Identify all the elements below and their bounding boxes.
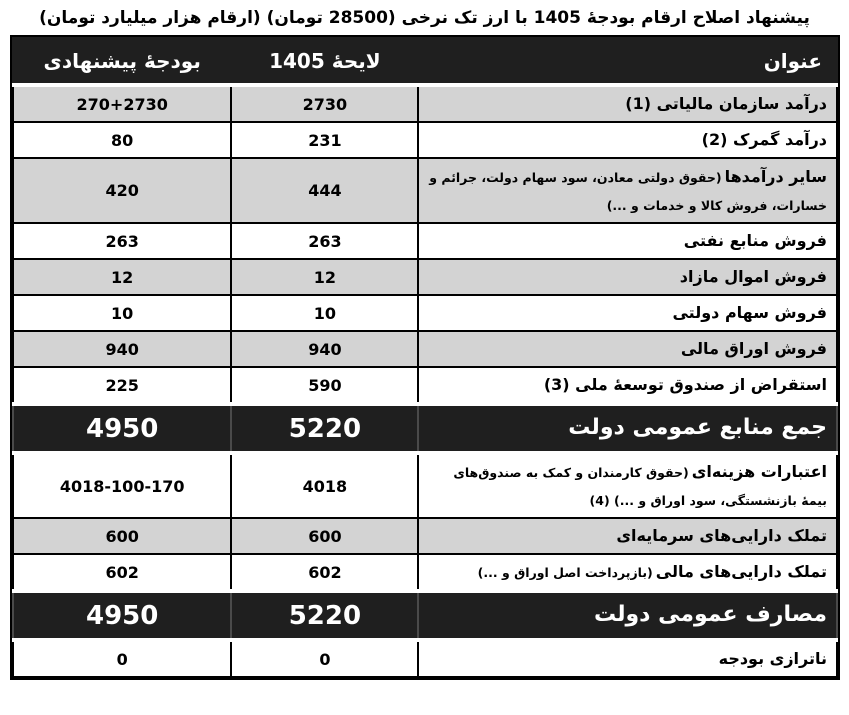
bill-value-cell: 940 xyxy=(231,331,418,367)
table-row xyxy=(13,367,837,404)
proposed-value-cell: 80 xyxy=(13,122,231,158)
bill-value-cell: 231 xyxy=(231,122,418,158)
row-title: جمع منابع عمومی دولت xyxy=(568,415,827,441)
bill-value-cell: 5220 xyxy=(231,404,418,453)
row-title-cell xyxy=(418,331,837,367)
proposed-value-cell: 940 xyxy=(13,331,231,367)
row-title: فروش منابع نفتی xyxy=(683,231,827,250)
row-title: ناترازی بودجه xyxy=(718,649,827,668)
row-title-detail: (حقوق دولتی معادن، سود سهام دولت، جرائم و خسارات، فروش کالا و خدمات و ...) xyxy=(429,169,827,213)
proposed-value-cell: 263 xyxy=(13,223,231,259)
proposed-value-cell: 0 xyxy=(13,640,231,677)
row-title-cell xyxy=(418,223,837,259)
row-title: فروش اموال مازاد xyxy=(679,267,827,286)
bill-value-cell: 2730 xyxy=(231,85,418,122)
table-row xyxy=(13,259,837,295)
row-title-cell xyxy=(418,453,837,518)
row-title: استقراض از صندوق توسعهٔ ملی (3) xyxy=(543,375,827,394)
proposed-value-cell: 4950 xyxy=(13,404,231,453)
row-title-detail: (حقوق کارمندان و کمک به صندوق‌های بیمهٔ بازنشستگی، سود اوراق و ...) (4) xyxy=(453,465,827,508)
row-title: تملک دارایی‌های مالی xyxy=(655,562,827,581)
bill-value-cell: 590 xyxy=(231,367,418,404)
row-title: فروش اوراق مالی xyxy=(680,339,827,358)
bill-value-cell: 0 xyxy=(231,640,418,677)
row-title-cell xyxy=(418,591,837,640)
row-title-cell xyxy=(418,295,837,331)
proposed-value-cell: 225 xyxy=(13,367,231,404)
row-title-cell xyxy=(418,640,837,677)
table-row xyxy=(13,331,837,367)
bill-value-cell: 4018 xyxy=(231,453,418,518)
row-title: تملک دارایی‌های سرمایه‌ای xyxy=(616,526,827,545)
proposed-value-cell: 600 xyxy=(13,518,231,554)
bill-value-cell: 10 xyxy=(231,295,418,331)
table-row xyxy=(13,223,837,259)
bill-value-cell: 602 xyxy=(231,554,418,591)
table-row xyxy=(13,554,837,591)
page-title: پیشنهاد اصلاح ارقام بودجهٔ 1405 با ارز تک نرخی (28500 تومان) (ارقام هزار میلیارد تومان) xyxy=(39,8,810,28)
column-header-bill-1405: لایحهٔ 1405 xyxy=(231,38,418,85)
table-row xyxy=(13,453,837,518)
bill-value-cell: 12 xyxy=(231,259,418,295)
row-title-cell xyxy=(418,518,837,554)
bill-value-cell: 444 xyxy=(231,158,418,223)
row-title-cell xyxy=(418,554,837,591)
proposed-value-cell: 270+2730 xyxy=(13,85,231,122)
row-title: مصارف عمومی دولت xyxy=(593,602,827,628)
budget-table xyxy=(10,35,840,680)
column-header-proposed-budget: بودجهٔ پیشنهادی xyxy=(13,38,231,85)
table-row xyxy=(13,122,837,158)
bill-value-cell: 600 xyxy=(231,518,418,554)
row-title-cell xyxy=(418,122,837,158)
row-title: سایر درآمدها xyxy=(724,166,827,186)
row-title-cell xyxy=(418,158,837,223)
row-title-cell xyxy=(418,259,837,295)
table-header-row xyxy=(13,38,837,85)
proposed-value-cell: 420 xyxy=(13,158,231,223)
row-title: فروش سهام دولتی xyxy=(672,303,827,322)
proposed-value-cell: 12 xyxy=(13,259,231,295)
row-title: درآمد سازمان مالیاتی (1) xyxy=(625,94,827,113)
proposed-value-cell: 10 xyxy=(13,295,231,331)
bill-value-cell: 263 xyxy=(231,223,418,259)
column-header-title: عنوان xyxy=(418,38,837,85)
row-title-detail: (بازپرداخت اصل اوراق و ...) xyxy=(477,565,653,580)
budget-table-grid xyxy=(12,37,838,678)
row-title: درآمد گمرک (2) xyxy=(701,130,827,149)
row-title-cell xyxy=(418,404,837,453)
table-row xyxy=(13,158,837,223)
table-row xyxy=(13,85,837,122)
proposed-value-cell: 602 xyxy=(13,554,231,591)
total-row-public-resources xyxy=(13,404,837,453)
table-row xyxy=(13,518,837,554)
row-title-cell xyxy=(418,367,837,404)
row-title-cell xyxy=(418,85,837,122)
bill-value-cell: 5220 xyxy=(231,591,418,640)
proposed-value-cell: 4950 xyxy=(13,591,231,640)
proposed-value-cell: 4018-100-170 xyxy=(13,453,231,518)
total-row-public-expenditures xyxy=(13,591,837,640)
table-row xyxy=(13,295,837,331)
table-row xyxy=(13,640,837,677)
row-title: اعتبارات هزینه‌ای xyxy=(691,462,827,481)
